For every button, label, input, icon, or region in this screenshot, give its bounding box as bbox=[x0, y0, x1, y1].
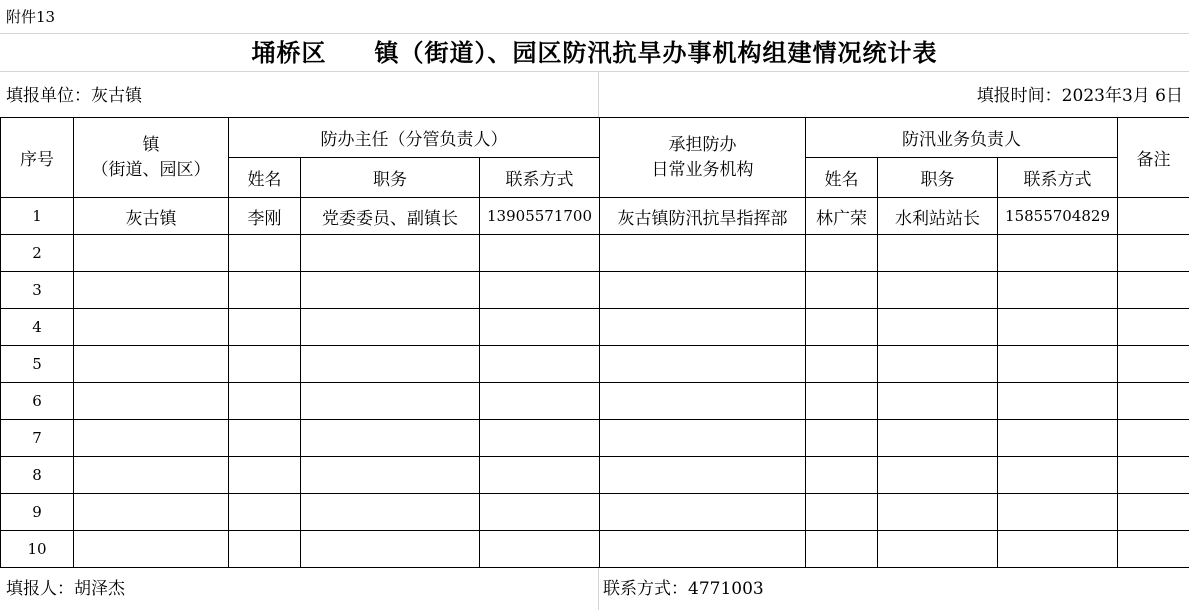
cell-director-name[interactable] bbox=[229, 383, 301, 420]
table-row bbox=[1, 383, 1189, 420]
cell-lead-contact[interactable] bbox=[998, 272, 1118, 309]
cell-director-contact[interactable] bbox=[480, 235, 600, 272]
cell-lead-contact[interactable] bbox=[998, 457, 1118, 494]
cell-office[interactable] bbox=[600, 531, 806, 568]
cell-director-contact[interactable] bbox=[480, 420, 600, 457]
cell-lead-name[interactable]: 林广荣 bbox=[806, 198, 878, 235]
table-row bbox=[1, 457, 1189, 494]
cell-director-position[interactable] bbox=[301, 457, 480, 494]
cell-lead-name[interactable] bbox=[806, 383, 878, 420]
cell-remarks[interactable] bbox=[1118, 457, 1189, 494]
cell-office[interactable] bbox=[600, 383, 806, 420]
header-lead-contact: 联系方式 bbox=[998, 158, 1118, 198]
cell-seq[interactable]: 4 bbox=[1, 309, 74, 346]
cell-town[interactable] bbox=[74, 309, 229, 346]
cell-director-position[interactable] bbox=[301, 235, 480, 272]
cell-director-position[interactable] bbox=[301, 383, 480, 420]
cell-divider bbox=[598, 72, 599, 117]
cell-lead-contact[interactable] bbox=[998, 383, 1118, 420]
cell-town[interactable] bbox=[74, 457, 229, 494]
cell-director-name[interactable] bbox=[229, 457, 301, 494]
cell-lead-name[interactable] bbox=[806, 272, 878, 309]
cell-seq[interactable]: 7 bbox=[1, 420, 74, 457]
fill-time: 填报时间：2023年3月 6日 bbox=[976, 86, 1183, 106]
cell-remarks[interactable] bbox=[1118, 272, 1189, 309]
cell-office[interactable]: 灰古镇防汛抗旱指挥部 bbox=[600, 198, 806, 235]
title-district: 埇桥区 bbox=[251, 38, 327, 67]
table-body bbox=[1, 198, 1189, 568]
cell-lead-position[interactable] bbox=[878, 309, 998, 346]
cell-director-position[interactable] bbox=[301, 346, 480, 383]
header-office-line2: 日常业务机构 bbox=[651, 159, 754, 180]
cell-director-position[interactable] bbox=[301, 531, 480, 568]
attachment-label-row bbox=[0, 0, 1189, 34]
cell-lead-contact[interactable] bbox=[998, 531, 1118, 568]
cell-office[interactable] bbox=[600, 420, 806, 457]
cell-director-position[interactable] bbox=[301, 420, 480, 457]
cell-lead-position[interactable] bbox=[878, 383, 998, 420]
cell-remarks[interactable] bbox=[1118, 420, 1189, 457]
cell-director-name[interactable] bbox=[229, 346, 301, 383]
cell-lead-contact[interactable] bbox=[998, 346, 1118, 383]
cell-director-name[interactable] bbox=[229, 235, 301, 272]
cell-town[interactable] bbox=[74, 235, 229, 272]
footer-row bbox=[0, 568, 1189, 610]
cell-lead-name[interactable] bbox=[806, 235, 878, 272]
cell-lead-contact[interactable] bbox=[998, 494, 1118, 531]
cell-seq[interactable]: 9 bbox=[1, 494, 74, 531]
header-remarks: 备注 bbox=[1118, 118, 1189, 198]
cell-lead-contact[interactable]: 15855704829 bbox=[998, 198, 1118, 235]
cell-director-name[interactable] bbox=[229, 531, 301, 568]
table-row bbox=[1, 531, 1189, 568]
cell-lead-name[interactable] bbox=[806, 309, 878, 346]
header-town-line2: （街道、园区） bbox=[91, 159, 211, 180]
cell-town[interactable] bbox=[74, 272, 229, 309]
page-title bbox=[0, 34, 1189, 72]
table-row bbox=[1, 494, 1189, 531]
cell-office[interactable] bbox=[600, 494, 806, 531]
table-row bbox=[1, 309, 1189, 346]
cell-director-contact[interactable]: 13905571700 bbox=[480, 198, 600, 235]
cell-seq[interactable]: 6 bbox=[1, 383, 74, 420]
header-director-contact: 联系方式 bbox=[480, 158, 600, 198]
cell-lead-name[interactable] bbox=[806, 346, 878, 383]
cell-remarks[interactable] bbox=[1118, 494, 1189, 531]
cell-town[interactable] bbox=[74, 420, 229, 457]
filler-name: 填报人：胡泽杰 bbox=[6, 579, 125, 599]
cell-lead-position[interactable] bbox=[878, 457, 998, 494]
cell-director-name[interactable]: 李刚 bbox=[229, 198, 301, 235]
header-director-name: 姓名 bbox=[229, 158, 301, 198]
cell-lead-contact[interactable] bbox=[998, 235, 1118, 272]
fill-info-row bbox=[0, 72, 1189, 117]
cell-remarks[interactable] bbox=[1118, 198, 1189, 235]
fill-unit: 填报单位：灰古镇 bbox=[6, 86, 142, 106]
header-director-position: 职务 bbox=[301, 158, 480, 198]
cell-director-position[interactable] bbox=[301, 272, 480, 309]
cell-remarks[interactable] bbox=[1118, 309, 1189, 346]
header-seq: 序号 bbox=[1, 118, 74, 198]
cell-director-contact[interactable] bbox=[480, 346, 600, 383]
cell-lead-name[interactable] bbox=[806, 457, 878, 494]
cell-office[interactable] bbox=[600, 457, 806, 494]
cell-lead-position[interactable]: 水利站站长 bbox=[878, 198, 998, 235]
table-row bbox=[1, 346, 1189, 383]
header-lead-position: 职务 bbox=[878, 158, 998, 198]
cell-director-name[interactable] bbox=[229, 309, 301, 346]
cell-director-position[interactable] bbox=[301, 494, 480, 531]
title-text: 镇（街道）、园区防汛抗旱办事机构组建情况统计表 bbox=[374, 38, 938, 67]
header-lead-name: 姓名 bbox=[806, 158, 878, 198]
header-director-group: 防办主任（分管负责人） bbox=[229, 118, 600, 158]
cell-lead-position[interactable] bbox=[878, 272, 998, 309]
table-row bbox=[1, 235, 1189, 272]
cell-director-contact[interactable] bbox=[480, 383, 600, 420]
cell-seq[interactable]: 5 bbox=[1, 346, 74, 383]
cell-town[interactable] bbox=[74, 531, 229, 568]
table-row bbox=[1, 420, 1189, 457]
cell-lead-contact[interactable] bbox=[998, 309, 1118, 346]
header-town bbox=[74, 118, 229, 198]
cell-town[interactable] bbox=[74, 346, 229, 383]
header-office bbox=[600, 118, 806, 198]
cell-lead-name[interactable] bbox=[806, 531, 878, 568]
cell-director-contact[interactable] bbox=[480, 272, 600, 309]
table-row bbox=[1, 198, 1189, 235]
cell-lead-contact[interactable] bbox=[998, 420, 1118, 457]
cell-lead-name[interactable] bbox=[806, 494, 878, 531]
cell-seq[interactable]: 3 bbox=[1, 272, 74, 309]
cell-office[interactable] bbox=[600, 309, 806, 346]
attachment-label: 附件13 bbox=[6, 8, 56, 26]
table-row bbox=[1, 272, 1189, 309]
header-office-line1: 承担防办 bbox=[668, 134, 737, 155]
cell-seq[interactable]: 8 bbox=[1, 457, 74, 494]
cell-director-name[interactable] bbox=[229, 272, 301, 309]
cell-town[interactable] bbox=[74, 494, 229, 531]
cell-remarks[interactable] bbox=[1118, 531, 1189, 568]
cell-remarks[interactable] bbox=[1118, 235, 1189, 272]
cell-director-name[interactable] bbox=[229, 420, 301, 457]
cell-office[interactable] bbox=[600, 235, 806, 272]
cell-director-contact[interactable] bbox=[480, 494, 600, 531]
cell-office[interactable] bbox=[600, 346, 806, 383]
cell-remarks[interactable] bbox=[1118, 383, 1189, 420]
cell-lead-position[interactable] bbox=[878, 531, 998, 568]
cell-director-position[interactable] bbox=[301, 309, 480, 346]
cell-director-contact[interactable] bbox=[480, 457, 600, 494]
cell-remarks[interactable] bbox=[1118, 346, 1189, 383]
cell-director-position[interactable]: 党委委员、副镇长 bbox=[301, 198, 480, 235]
cell-town[interactable] bbox=[74, 383, 229, 420]
cell-director-contact[interactable] bbox=[480, 531, 600, 568]
cell-seq[interactable]: 1 bbox=[1, 198, 74, 235]
cell-lead-name[interactable] bbox=[806, 420, 878, 457]
cell-director-name[interactable] bbox=[229, 494, 301, 531]
cell-office[interactable] bbox=[600, 272, 806, 309]
cell-divider bbox=[598, 568, 599, 610]
filler-contact: 联系方式：4771003 bbox=[603, 579, 764, 599]
header-town-line1: 镇 bbox=[142, 134, 160, 155]
cell-seq[interactable]: 10 bbox=[1, 531, 74, 568]
cell-lead-position[interactable] bbox=[878, 346, 998, 383]
cell-town[interactable]: 灰古镇 bbox=[74, 198, 229, 235]
statistics-table bbox=[0, 117, 1189, 568]
cell-lead-position[interactable] bbox=[878, 420, 998, 457]
header-business-group: 防汛业务负责人 bbox=[806, 118, 1118, 158]
cell-seq[interactable]: 2 bbox=[1, 235, 74, 272]
cell-director-contact[interactable] bbox=[480, 309, 600, 346]
cell-lead-position[interactable] bbox=[878, 235, 998, 272]
cell-lead-position[interactable] bbox=[878, 494, 998, 531]
